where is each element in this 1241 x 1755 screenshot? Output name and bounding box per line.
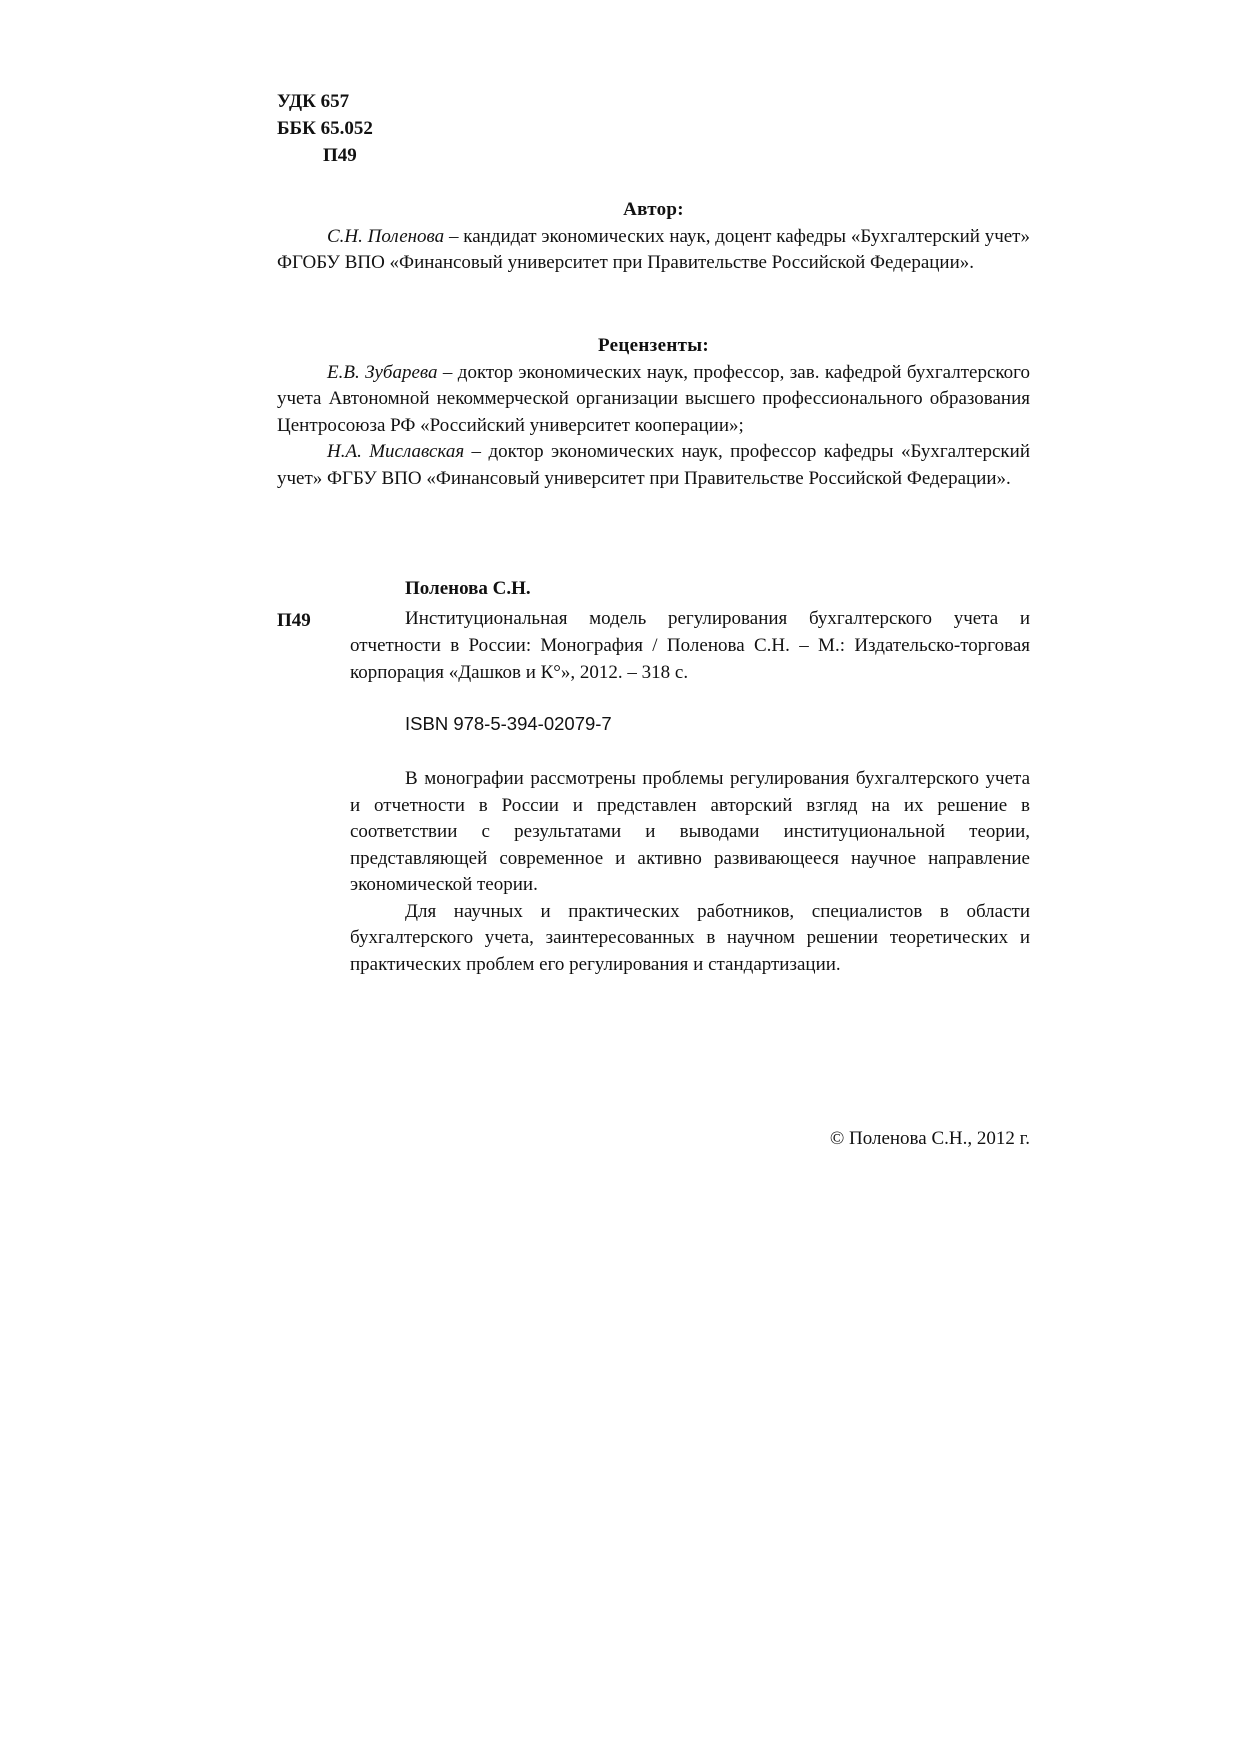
reviewer-description: – доктор экономических наук, профессор кафедры «Бухгалтерский учет» ФГБУ ВПО «Финансовый университет при Правительстве Российской Федерации».: [277, 441, 1030, 489]
annotation-paragraph: Для научных и практических работников, специалистов в области бухгалтерского учета, заинтересованных в научном решении теоретических и практических проблем его регулирования и стандартизации.: [350, 900, 1030, 975]
reviewer-paragraph: [277, 360, 1030, 440]
author-section: [277, 197, 1030, 277]
reviewer-name: Н.А. Миславская: [327, 441, 465, 462]
reviewer-name: Е.В. Зубарева: [327, 361, 438, 383]
author-sign: П49: [323, 145, 357, 166]
classification-block: [277, 88, 373, 169]
bbk-code: ББК 65.052: [277, 118, 373, 139]
reviewers-heading: Рецензенты:: [598, 335, 709, 356]
catalog-card-description: Институциональная модель регулирования бухгалтерского учета и отчетности в России: Монография / Поленова С.Н. – М.: Издательско-торговая корпорация «Дашков и К°», 2012. – 318 с.: [350, 608, 1030, 683]
author-heading: Автор:: [623, 199, 684, 220]
catalog-card-author: Поленова С.Н.: [405, 578, 531, 599]
copyright: © Поленова С.Н., 2012 г.: [829, 1128, 1030, 1149]
reviewer-paragraph: [277, 439, 1030, 492]
isbn: ISBN 978-5-394-02079-7: [405, 713, 612, 734]
reviewer-description: – доктор экономических наук, профессор, зав. кафедрой бухгалтерского учета Автономной некоммерческой организации высшего профессионального образования Центросоюза РФ «Российский университет кооперации»;: [277, 361, 1030, 436]
author-paragraph: [277, 224, 1030, 277]
author-description: – кандидат экономических наук, доцент кафедры «Бухгалтерский учет» ФГОБУ ВПО «Финансовый университет при Правительстве Российской Федерации».: [277, 225, 1030, 273]
annotation: [350, 766, 1030, 978]
author-name: С.Н. Поленова: [327, 225, 445, 247]
reviewers-section: [277, 333, 1030, 492]
annotation-paragraph: В монографии рассмотрены проблемы регулирования бухгалтерского учета и отчетности в России и представлен авторский взгляд на их решение в соответствии с результатами и выводами институциональной теории, представляющей современное и активно развивающееся научное направление экономической теории.: [350, 768, 1030, 895]
catalog-card-code: П49: [277, 610, 311, 631]
udk-code: УДК 657: [277, 91, 350, 112]
